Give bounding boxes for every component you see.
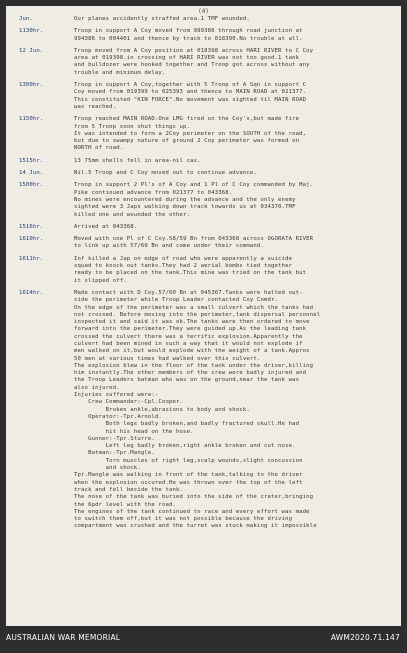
entry-text-line: side the perimeter while Troop Leader contacted Coy Comdr. <box>74 297 279 304</box>
entry-text-line: to switch them off,but it was not possible because the driving <box>74 516 293 523</box>
entry-text-line: Torn muscles of right leg,scalp wounds,slight concussion <box>74 457 303 464</box>
entry-text-line: 994386 to 004401 and thence by track to 018390.No trouble at all. <box>74 35 303 42</box>
footer-bar <box>0 626 407 653</box>
entry-text-line: to link up with 57/60 Bn and come under their command. <box>74 243 264 250</box>
diary-entry <box>6 48 401 77</box>
diary-entry <box>6 116 401 152</box>
entry-text-line: Troop moved from A Coy position at 018398 across HARI RIVER to C Coy <box>74 47 314 54</box>
entry-text-line: Batman:-Tpr.Mangle. <box>74 450 155 457</box>
entry-text-line: Moved with one Pl of C Coy.58/59 Bn from 043368 across OGORATA RIVER <box>74 236 314 243</box>
entry-text-line: him instantly.The other members of the crew were badly injured and <box>74 370 307 377</box>
entry-date: 12 Jun. <box>19 47 44 54</box>
diary-entry <box>6 182 401 218</box>
entry-text-line: but due to swampy nature of ground 2 Coy perimeter was formed on <box>74 138 300 145</box>
entry-date: 1610hr. <box>19 236 44 243</box>
entry-text-line: hit his head on the hose. <box>74 428 194 435</box>
entry-text-line: the Troop Leaders batman who was on the ground,near the tank was <box>74 377 300 384</box>
entry-date: 1516hr. <box>19 223 44 230</box>
entry-date: 1300hr. <box>19 82 44 89</box>
entry-date: 1611hr. <box>19 255 44 262</box>
entry-text-line: not crossed. Before moving into the perimeter,tank dispersal personnel <box>74 311 321 318</box>
entry-date: 14 Jun. <box>19 170 44 177</box>
entry-text-line: On the edge of the perimeter was a small culvert which the tanks had <box>74 304 314 311</box>
entry-text-line: and shock. <box>74 465 141 472</box>
entry-text-line: from 5 Troop soon shut things up. <box>74 123 191 130</box>
entry-text-line: Inf killed a Jap on edge of road who were apparently a suicide <box>74 255 293 262</box>
footer-accession-number: AWM2020.71.147 <box>330 633 400 642</box>
diary-entry <box>6 224 401 231</box>
entry-text-line: sighted were 3 Japs walking down track towards us at 034370.TMF <box>74 204 296 211</box>
entry-text-line: Troop in support 2 Pl's of A Coy and 1 Pl of C Coy commanded by Maj. <box>74 182 314 189</box>
entry-text-line: area at 019398.in crossing of HARI RIVER was not too good.1 tank <box>74 55 300 62</box>
diary-entry <box>6 16 401 23</box>
diary-entry <box>6 158 401 165</box>
entry-text-line: The engines of the tank continued to race and every effort was made <box>74 508 310 515</box>
entry-text-line: Injuries suffered were:- <box>74 392 159 399</box>
entry-text-line: Operator:-Tpr.Arnold. <box>74 413 162 420</box>
entry-text-line: Arrived at 043368. <box>74 223 138 230</box>
entry-text-line: ready to be placed on the tank.This mine was tried on the tank but <box>74 270 307 277</box>
entry-date: 1515hr. <box>19 157 44 164</box>
entry-text-line: the 6pdr level with the road. <box>74 501 177 508</box>
entry-text-line: The nose of the tank was buried into the side of the crater,bringing <box>74 494 314 501</box>
entry-text-line: also injured. <box>74 384 120 391</box>
entry-text-line: Gunner:-Tpr.Sturre. <box>74 435 155 442</box>
entry-text-line: Troop reached MAIN ROAD.One LMG fired on the Coy's,but made fire <box>74 116 300 123</box>
entry-text-line: Crew Commander:-Cpl.Cooper. <box>74 399 184 406</box>
diary-entry <box>6 256 401 285</box>
entry-text-line: Broken ankle,abrasions to body and shock. <box>74 406 250 413</box>
entry-date: 1500hr. <box>19 182 44 189</box>
entry-text-line: was reached. <box>74 103 117 110</box>
entry-text-line: No mines were encountered during the advance and the only enemy <box>74 196 296 203</box>
entry-text-line: inspected it and said it was ok.The tanks were then ordered to move <box>74 319 310 326</box>
diary-entry <box>6 290 401 531</box>
page-number: (4) <box>198 8 209 15</box>
entry-text-line: culvert had been mined in such a way that it would not explode if <box>74 340 303 347</box>
document-page <box>6 6 401 626</box>
entry-text-line: Troop in support A Coy,together with 5 Troop of A Sqn in support C <box>74 82 307 89</box>
entry-text-line: Nil.5 Troop and C Coy moved out to continue advance. <box>74 170 257 177</box>
diary-entry <box>6 28 401 43</box>
entry-date: 1130hr. <box>19 28 44 35</box>
entry-text-line: This constituted "KIN FORCE".No movement was sighted til MAIN ROAD <box>74 96 307 103</box>
entry-text-line: men walked on it,but would explode with the weight of a tank.Approx <box>74 348 310 355</box>
diary-entry <box>6 170 401 177</box>
entry-date: 1150hr. <box>19 116 44 123</box>
entry-text-line: Coy moved from 019399 to 025393 and thence to MAIN ROAD at 021377. <box>74 89 307 96</box>
entry-text-line: Pike continued advance from 021377 to 043368. <box>74 189 233 196</box>
entry-text-line: Tpr.Mangle was walking in front of the tank,talking to the driver <box>74 472 303 479</box>
entry-text-line: track and fell beside the tank. <box>74 486 184 493</box>
entry-text-line: squad to knock out tanks.They had 2 aerial bombs tied together <box>74 263 293 270</box>
entry-text-line: crossed the culvert there was a terrific explosion.Apparently the <box>74 333 303 340</box>
entry-text-line: 13 75mm shells fell in area-nil cas. <box>74 157 201 164</box>
entry-text-line: Made contact with D Coy.57/60 Bn at 045367.Tanks were halted out- <box>74 289 303 296</box>
entry-text-line: Our planes accidently straffed area.1 TMF wounded. <box>74 16 250 22</box>
war-diary-entries <box>6 16 401 536</box>
entry-text-line: NORTH of road. <box>74 145 124 152</box>
entry-text-line: and bulldozer were hooked together and Troop got across without any <box>74 62 310 69</box>
entry-text-line: when the explosion occured.He was thrown over the top of the left <box>74 479 303 486</box>
entry-date: 1614hr. <box>19 289 44 296</box>
entry-text-line: It was intended to form a 2Coy perimeter on the SOUTH of the road, <box>74 130 307 137</box>
entry-text-line: The explosion blew in the floor of the tank under the driver,killing <box>74 362 314 369</box>
entry-text-line: forward into the perimeter.They were guided up.As the leading tank <box>74 326 307 333</box>
diary-entry <box>6 82 401 111</box>
entry-text-line: killed one and wounded the other. <box>74 211 191 218</box>
entry-text-line: Left leg badly broken,right ankle broken and cut nose. <box>74 443 296 450</box>
entry-text-line: trouble and minimum delay. <box>74 69 166 76</box>
diary-entry <box>6 236 401 251</box>
entry-text-line: Both legs badly broken,and badly fractured skull.He had <box>74 421 300 428</box>
entry-text-line: compartment was crushed and the turret was stuck making it impossible <box>74 523 317 530</box>
entry-text-line: Troop in support A Coy moved from 999386 through road junction at <box>74 28 303 35</box>
entry-date: Jun. <box>19 16 33 22</box>
entry-text-line: it slipped off. <box>74 277 127 284</box>
entry-text-line: 50 men at various times had walked over this culvert. <box>74 355 261 362</box>
footer-institution: AUSTRALIAN WAR MEMORIAL <box>6 633 121 642</box>
